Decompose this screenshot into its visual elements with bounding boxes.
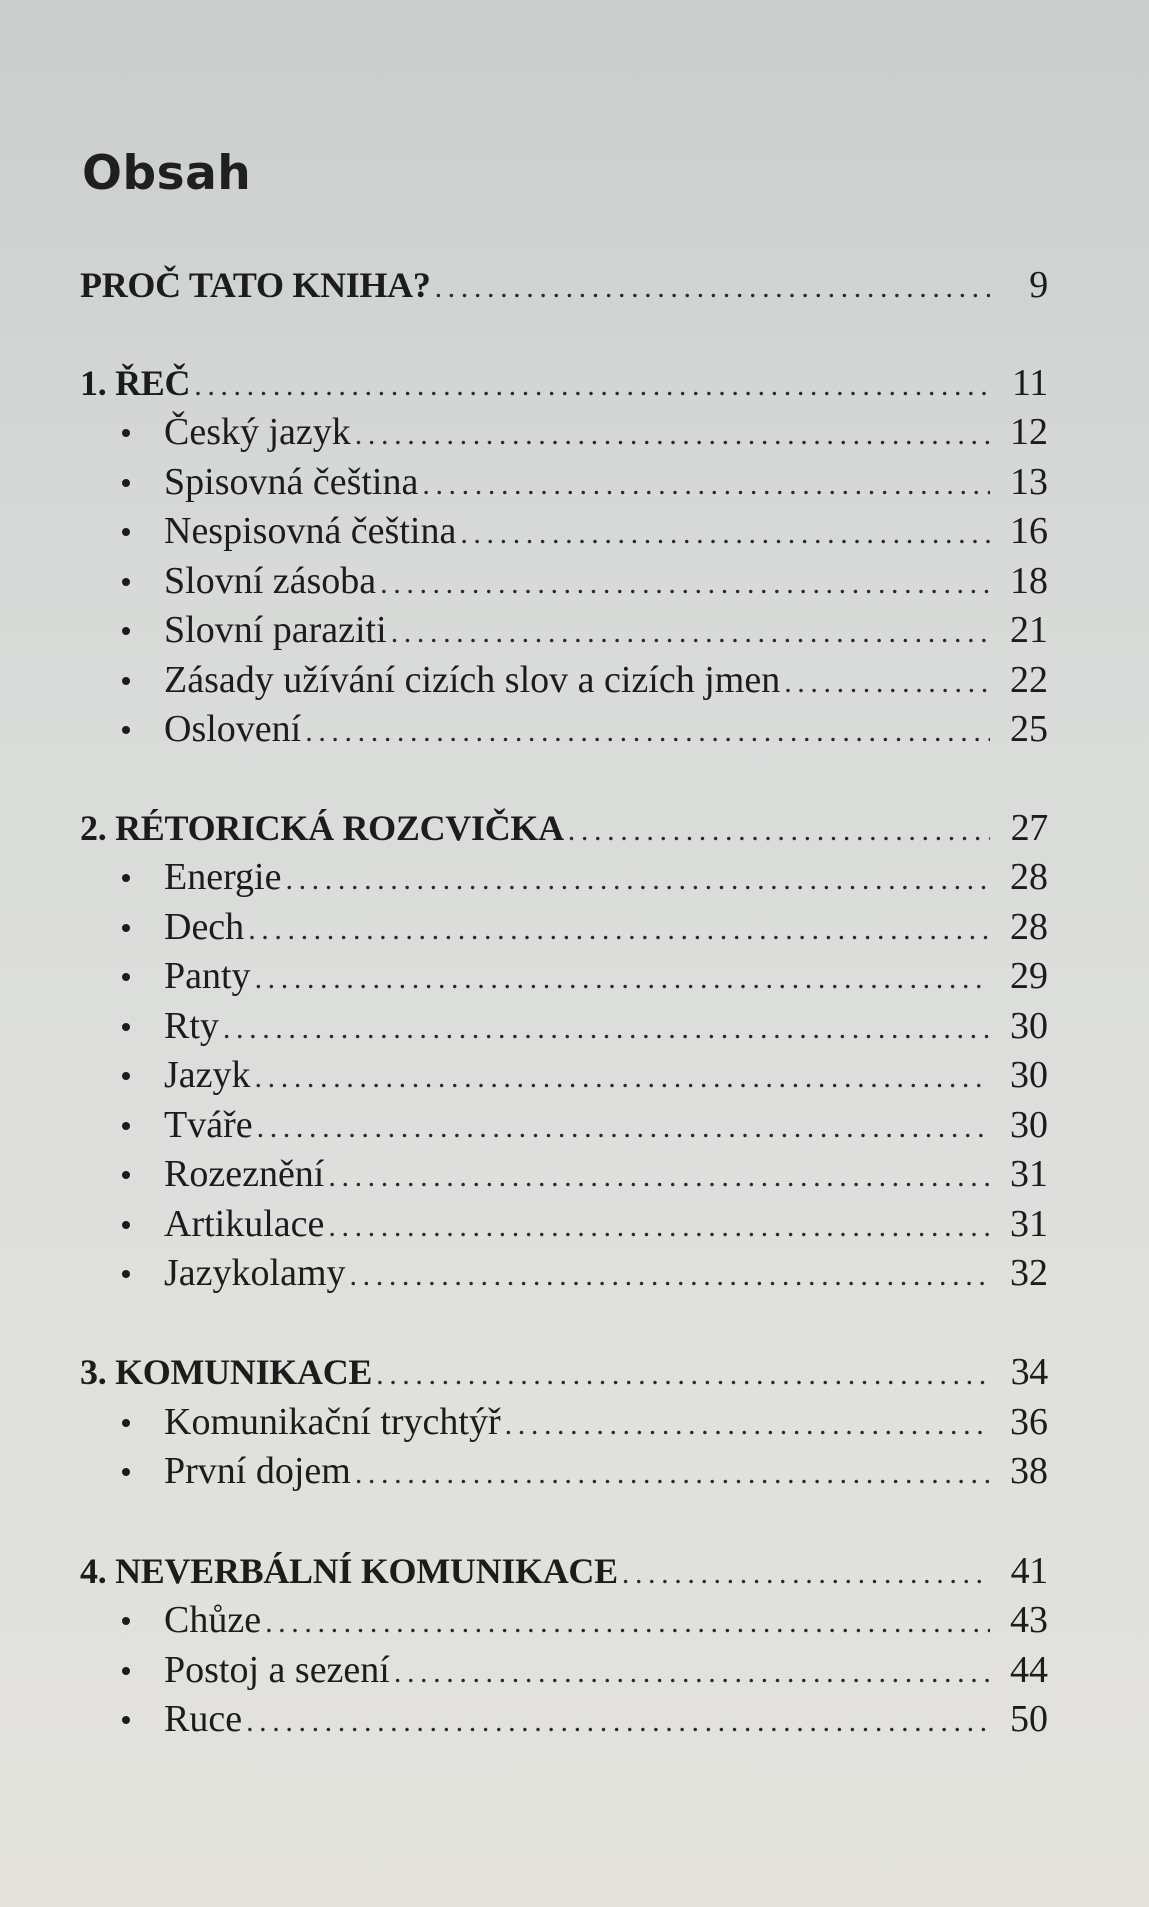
toc-heading-label: PROČ TATO KNIHA? xyxy=(80,265,431,305)
toc-subentry-label: Český jazyk xyxy=(164,411,351,453)
page-title: Obsah xyxy=(82,146,252,201)
toc-subentry xyxy=(80,506,1048,556)
dot-leader xyxy=(372,1350,990,1400)
dot-leader xyxy=(780,658,990,708)
toc-subentry xyxy=(80,1446,1048,1496)
dot-leader xyxy=(431,263,990,313)
toc-subentry xyxy=(80,1645,1048,1695)
dot-leader xyxy=(261,1598,990,1648)
dot-leader xyxy=(387,608,990,658)
dot-leader xyxy=(376,559,990,609)
toc-heading-label: 2. RÉTORICKÁ ROZCVIČKA xyxy=(80,808,564,848)
page-number: 29 xyxy=(1010,955,1048,997)
toc-heading xyxy=(80,260,1048,310)
toc-subentry-label: První dojem xyxy=(164,1450,351,1492)
toc-subentry-label: Jazyk xyxy=(164,1054,251,1096)
dot-leader xyxy=(242,1697,990,1747)
toc-subentry-label: Energie xyxy=(164,856,282,898)
toc-subentry-label: Rozeznění xyxy=(164,1153,325,1195)
page-number: 18 xyxy=(1010,560,1048,602)
toc-subentry xyxy=(80,605,1048,655)
dot-leader xyxy=(190,361,990,411)
dot-leader xyxy=(390,1648,990,1698)
page-number: 38 xyxy=(1010,1450,1048,1492)
bullet-icon xyxy=(122,429,130,437)
bullet-icon xyxy=(122,1716,130,1724)
toc-subentry-label: Rty xyxy=(164,1005,219,1047)
page-number: 31 xyxy=(1010,1203,1048,1245)
page-number: 30 xyxy=(1010,1005,1048,1047)
page-number: 50 xyxy=(1010,1698,1048,1740)
dot-leader xyxy=(456,509,990,559)
toc-heading xyxy=(80,358,1048,408)
bullet-icon xyxy=(122,627,130,635)
dot-leader xyxy=(301,707,990,757)
bullet-icon xyxy=(122,1617,130,1625)
bullet-icon xyxy=(122,726,130,734)
toc-subentry xyxy=(80,852,1048,902)
page-number: 36 xyxy=(1010,1401,1048,1443)
dot-leader xyxy=(219,1004,990,1054)
page-number: 34 xyxy=(1010,1351,1048,1393)
toc-heading xyxy=(80,1546,1048,1596)
book-page xyxy=(80,0,1048,1907)
bullet-icon xyxy=(122,924,130,932)
toc-subentry-label: Postoj a sezení xyxy=(164,1649,390,1691)
bullet-icon xyxy=(122,874,130,882)
dot-leader xyxy=(281,855,990,905)
dot-leader xyxy=(324,1152,990,1202)
toc-subentry-label: Slovní paraziti xyxy=(164,609,387,651)
page-number: 9 xyxy=(1029,264,1048,306)
toc-heading-label: 3. KOMUNIKACE xyxy=(80,1352,373,1392)
bullet-icon xyxy=(122,1419,130,1427)
bullet-icon xyxy=(122,1122,130,1130)
dot-leader xyxy=(346,1251,990,1301)
toc-subentry xyxy=(80,1248,1048,1298)
bullet-icon xyxy=(122,1468,130,1476)
toc-subentry xyxy=(80,1595,1048,1645)
toc-subentry-label: Dech xyxy=(164,906,245,948)
dot-leader xyxy=(253,1103,990,1153)
dot-leader xyxy=(324,1202,990,1252)
toc-subentry xyxy=(80,1050,1048,1100)
page-number: 32 xyxy=(1010,1252,1048,1294)
dot-leader xyxy=(351,410,990,460)
page-number: 12 xyxy=(1010,411,1048,453)
page-number: 43 xyxy=(1010,1599,1048,1641)
toc-heading xyxy=(80,1347,1048,1397)
toc-subentry-label: Panty xyxy=(164,955,251,997)
toc-subentry xyxy=(80,1149,1048,1199)
dot-leader xyxy=(251,1053,990,1103)
dot-leader xyxy=(351,1449,990,1499)
page-number: 30 xyxy=(1010,1054,1048,1096)
toc-subentry xyxy=(80,457,1048,507)
page-number: 22 xyxy=(1010,659,1048,701)
bullet-icon xyxy=(122,578,130,586)
page-number: 27 xyxy=(1010,807,1048,849)
toc-subentry-label: Tváře xyxy=(164,1104,253,1146)
toc-subentry-label: Spisovná čeština xyxy=(164,461,419,503)
toc-subentry xyxy=(80,1001,1048,1051)
toc-heading-label: 4. NEVERBÁLNÍ KOMUNIKACE xyxy=(80,1551,618,1591)
page-number: 28 xyxy=(1010,906,1048,948)
page-number: 13 xyxy=(1010,461,1048,503)
bullet-icon xyxy=(122,677,130,685)
page-number: 25 xyxy=(1010,708,1048,750)
dot-leader xyxy=(618,1549,990,1599)
dot-leader xyxy=(244,905,990,955)
bullet-icon xyxy=(122,1171,130,1179)
toc-subentry-label: Oslovení xyxy=(164,708,302,750)
page-number: 44 xyxy=(1010,1649,1048,1691)
bullet-icon xyxy=(122,1667,130,1675)
toc-heading xyxy=(80,803,1048,853)
toc-subentry-label: Slovní zásoba xyxy=(164,560,377,602)
page-number: 11 xyxy=(1012,362,1048,404)
bullet-icon xyxy=(122,528,130,536)
toc-subentry xyxy=(80,1199,1048,1249)
toc-subentry xyxy=(80,556,1048,606)
toc-subentry-label: Komunikační trychtýř xyxy=(164,1401,501,1443)
toc-subentry xyxy=(80,1694,1048,1744)
toc-subentry-label: Artikulace xyxy=(164,1203,325,1245)
toc-subentry-label: Nespisovná čeština xyxy=(164,510,457,552)
page-number: 30 xyxy=(1010,1104,1048,1146)
dot-leader xyxy=(564,806,990,856)
bullet-icon xyxy=(122,1023,130,1031)
bullet-icon xyxy=(122,1270,130,1278)
toc-subentry xyxy=(80,655,1048,705)
page-number: 21 xyxy=(1010,609,1048,651)
toc-subentry xyxy=(80,951,1048,1001)
dot-leader xyxy=(251,954,990,1004)
bullet-icon xyxy=(122,973,130,981)
toc-subentry-label: Jazykolamy xyxy=(164,1252,346,1294)
dot-leader xyxy=(418,460,990,510)
page-number: 31 xyxy=(1010,1153,1048,1195)
toc-subentry xyxy=(80,1100,1048,1150)
page-number: 41 xyxy=(1010,1550,1048,1592)
page-number: 28 xyxy=(1010,856,1048,898)
toc-subentry-label: Chůze xyxy=(164,1599,262,1641)
bullet-icon xyxy=(122,479,130,487)
toc-subentry-label: Zásady užívání cizích slov a cizích jmen xyxy=(164,659,781,701)
toc-subentry xyxy=(80,902,1048,952)
dot-leader xyxy=(501,1400,990,1450)
toc-heading-label: 1. ŘEČ xyxy=(80,363,191,403)
toc-subentry xyxy=(80,407,1048,457)
toc-subentry xyxy=(80,704,1048,754)
bullet-icon xyxy=(122,1221,130,1229)
page-number: 16 xyxy=(1010,510,1048,552)
bullet-icon xyxy=(122,1072,130,1080)
toc-subentry xyxy=(80,1397,1048,1447)
toc-subentry-label: Ruce xyxy=(164,1698,243,1740)
